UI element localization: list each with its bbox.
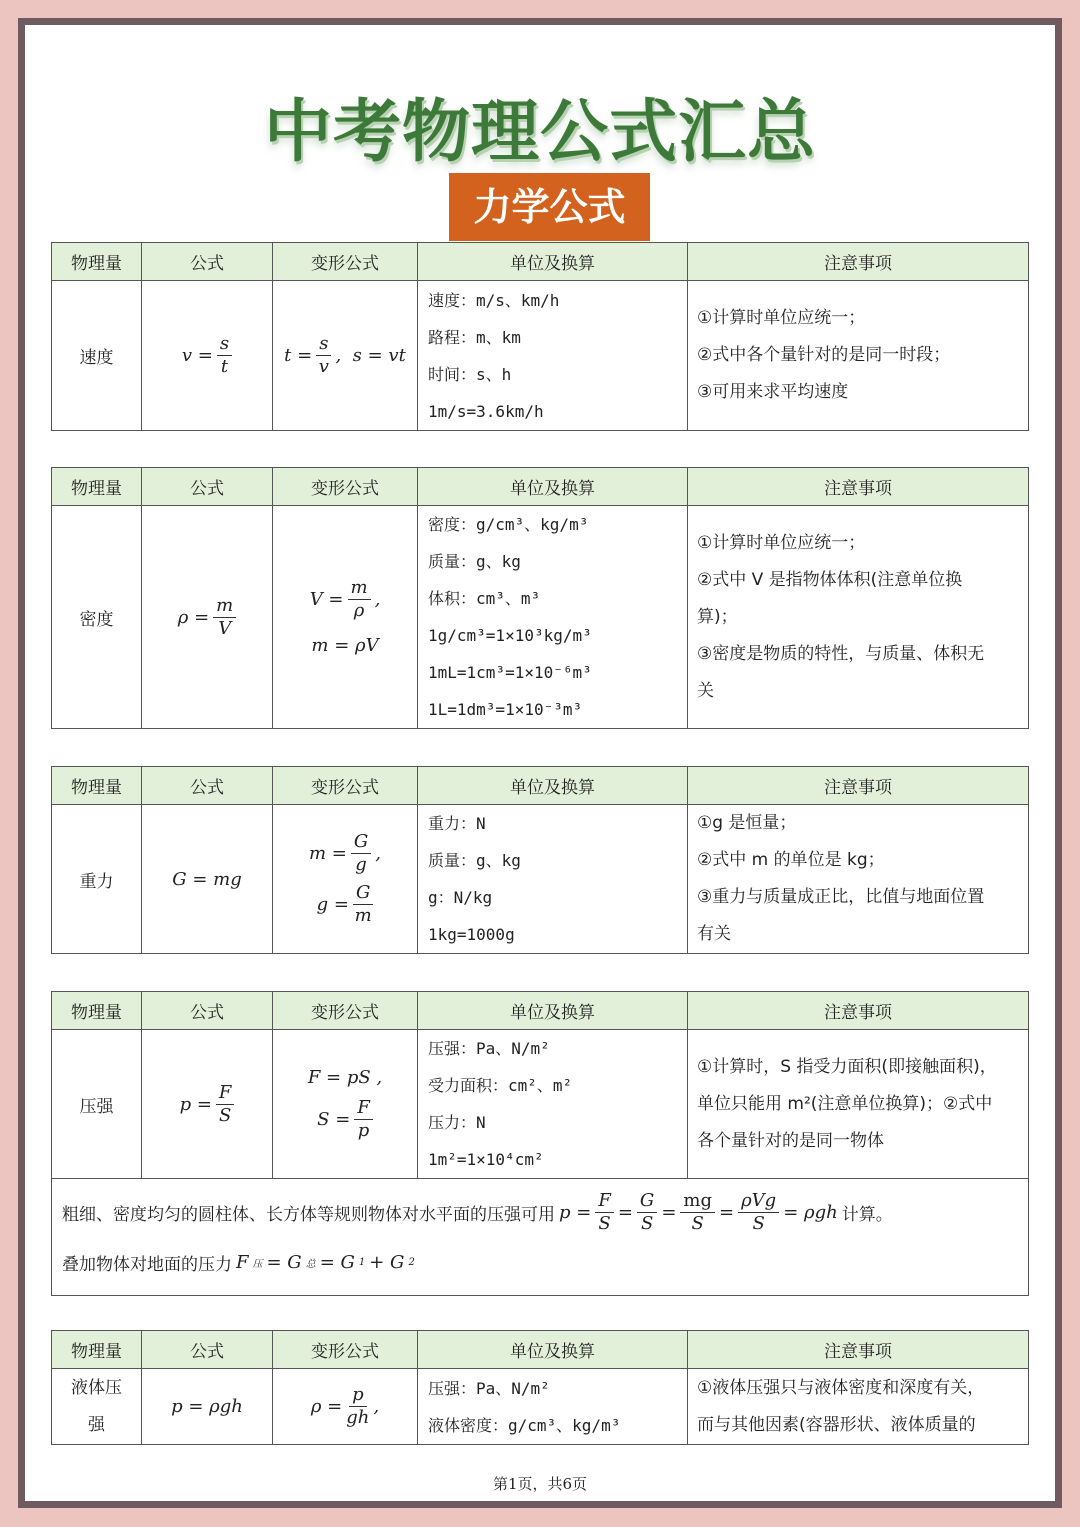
gravity-row: [52, 805, 1029, 954]
variant-cell: ρ = p gh ,: [273, 1369, 418, 1445]
quantity-cell: 液体压 强: [52, 1369, 142, 1445]
header-row: 物理量 公式 变形公式 单位及换算 注意事项: [52, 468, 1029, 506]
header-row: 物理量 公式 变形公式 单位及换算 注意事项: [52, 767, 1029, 805]
liquid-pressure-table: [51, 1330, 1029, 1445]
variant-cell: m = G g , g = G m: [273, 805, 418, 954]
regular-solid-formula: 粗细、密度均匀的圆柱体、长方体等规则物体对水平面的压强可用 p = F S = G S = mg S = ρVg S = ρgh 计算。: [62, 1189, 893, 1234]
notes-cell: ①计算时，S 指受力面积(即接触面积)， 单位只能用 m²(注意单位换算)；②式中 各个量针对的是同一物体: [688, 1030, 1029, 1179]
variant-cell: F = pS , S = F p: [273, 1030, 418, 1179]
quantity-cell: 压强: [52, 1030, 142, 1179]
header-formula: 公式: [142, 243, 273, 281]
header-quantity: 物理量: [52, 243, 142, 281]
speed-table: [51, 242, 1029, 431]
notes-cell: ①液体压强只与液体密度和深度有关， 而与其他因素(容器形状、液体质量的: [688, 1369, 1029, 1445]
speed-row: [52, 281, 1029, 431]
pressure-table: [51, 991, 1029, 1296]
formula-cell: p = F S: [142, 1030, 273, 1179]
variant-cell: t = s v , s = vt: [273, 281, 418, 431]
section-badge: 力学公式: [449, 173, 650, 241]
formula-cell: v = s t: [142, 281, 273, 431]
units-cell: 密度：g/cm³、kg/m³ 质量：g、kg 体积：cm³、m³ 1g/cm³=1×10³kg/m³ 1mL=1cm³=1×10⁻⁶m³ 1L=1dm³=1×10⁻³m³: [418, 506, 688, 729]
notes-cell: ①计算时单位应统一； ②式中各个量针对的是同一时段； ③可用来求平均速度: [688, 281, 1029, 431]
page-title: 中考物理公式汇总: [263, 93, 816, 172]
formula-cell: G = mg: [142, 805, 273, 954]
header-units: 单位及换算: [418, 243, 688, 281]
pressure-extra-row: [52, 1179, 1029, 1296]
units-cell: 压强：Pa、N/m² 受力面积：cm²、m² 压力：N 1m²=1×10⁴cm²: [418, 1030, 688, 1179]
header-row: 物理量 公式 变形公式 单位及换算 注意事项: [52, 992, 1029, 1030]
header-row: 物理量 公式 变形公式 单位及换算 注意事项: [52, 1331, 1029, 1369]
notes-cell: ①计算时单位应统一； ②式中 V 是指物体体积(注意单位换 算)； ③密度是物质的特性，与质量、体积无 关: [688, 506, 1029, 729]
quantity-cell: 速度: [52, 281, 142, 431]
formula-cell: ρ = m V: [142, 506, 273, 729]
variant-cell: V = m ρ , m = ρV: [273, 506, 418, 729]
liquid-pressure-row: [52, 1369, 1029, 1445]
density-row: [52, 506, 1029, 729]
gravity-table: [51, 766, 1029, 954]
density-table: [51, 467, 1029, 729]
pressure-extra-cell: [52, 1179, 1029, 1296]
header-row: [52, 243, 1029, 281]
units-cell: 重力：N 质量：g、kg g：N/kg 1kg=1000g: [418, 805, 688, 954]
formula-cell: p = ρgh: [142, 1369, 273, 1445]
notes-cell: ①g 是恒量； ②式中 m 的单位是 kg； ③重力与质量成正比，比值与地面位置 有关: [688, 805, 1029, 954]
units-cell: 压强：Pa、N/m² 液体密度：g/cm³、kg/m³: [418, 1369, 688, 1445]
header-variant: 变形公式: [273, 243, 418, 281]
quantity-cell: 密度: [52, 506, 142, 729]
units-cell: 速度：m/s、km/h 路程：m、km 时间：s、h 1m/s=3.6km/h: [418, 281, 688, 431]
pressure-row: [52, 1030, 1029, 1179]
header-notes: 注意事项: [688, 243, 1029, 281]
stacked-force-formula: 叠加物体对地面的压力 F 压 = G 总 = G 1 + G 2: [62, 1251, 415, 1275]
page-number: 第1页，共6页: [492, 1475, 588, 1493]
quantity-cell: 重力: [52, 805, 142, 954]
